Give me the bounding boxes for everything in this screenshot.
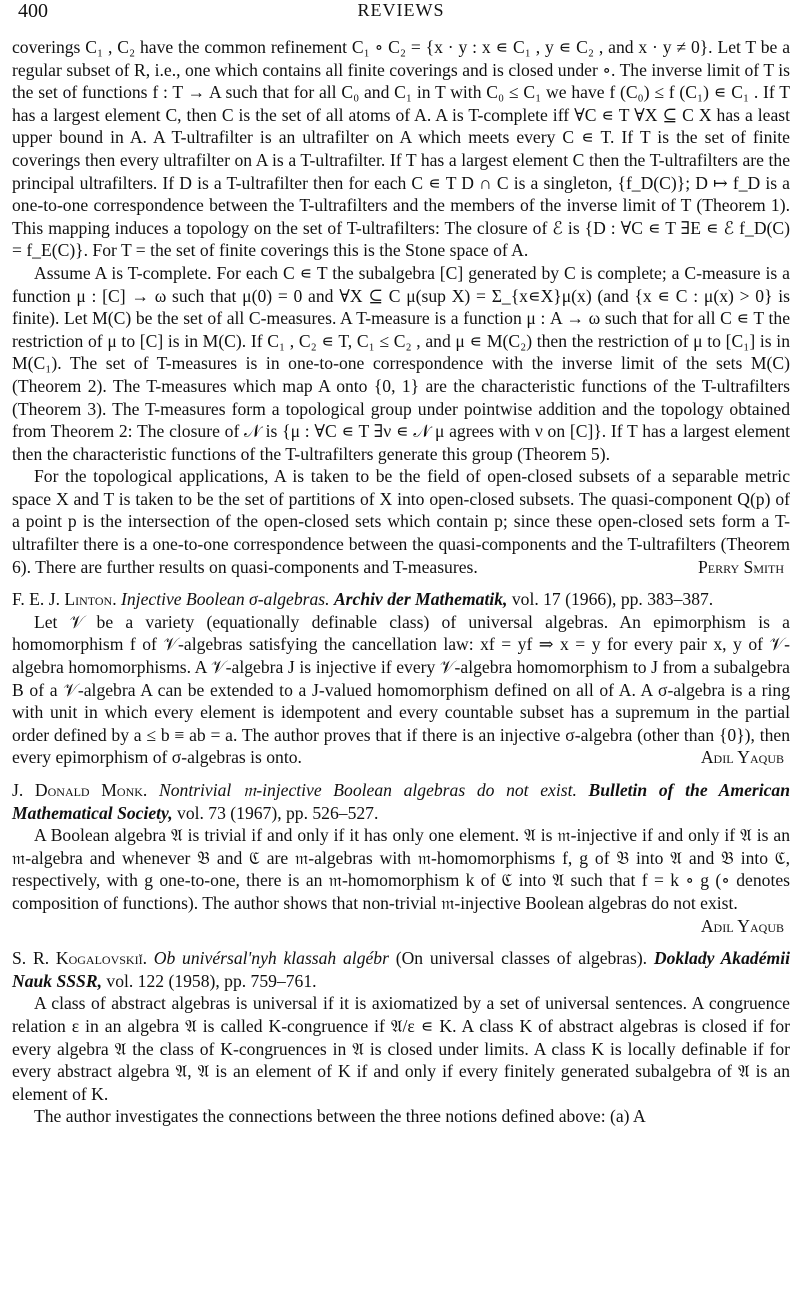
paragraph-text: For the topological applications, A is taken to be the field of open-closed subsets of a separable metric space X and T is taken to be the set of partitions of X into open-closed subsets. The quasi-component Q(p) of a point p is the intersection of the open-closed sets which contain p; since these open-closed sets form a T-ultrafilter there is a one-to-one correspondence between the quasi-components and the T-ultrafilters (Theorem 6). There are further results on quasi-components and T-measures. [12,466,790,577]
reviewer-name: Adil Yaqub [700,747,784,768]
citation-title: Ob univérsal'nyh klassah algébr [153,948,389,969]
citation-title: Nontrivial 𝔪-injective Boolean algebras do not exist. [158,780,577,800]
paragraph-text: Let 𝒱 be a variety (equationally definable class) of universal algebras. An epimorphism is a homomorphism f of 𝒱-algebras satisfying the cancellation law: xf = yf ⇒ x = y for every pair x, y of 𝒱-algebra homomorphisms. A 𝒱-algebra J is injective if every 𝒱-algebra homomorphism to J from a subalgebra B of a 𝒱-algebra A can be extended to a J-valued homomorphism defined on all of A. A σ-algebra is a ring with unit in which every element is idempotent and every countable subset has a supremum in the partial order defined by a ≤ b ≡ ab = a. The author proves that if there is an injective σ-algebra (other than {0}), then every epimorphism of σ-algebras is onto. [12,611,790,768]
review-continued [12,36,790,578]
paragraph: coverings C₁ , C₂ have the common refinement C₁ ∘ C₂ = {x · y : x ∊ C₁ , y ∊ C₂ , and x · y ≠ 0}. Let T be a regular subset of R, i.e., one which contains all finite coverings and is closed under ∘. The inverse limit of T is the set of functions f : T → A such that for all C₀ and C₁ in T with C₀ ≤ C₁ we have f (C₀) ≤ f (C₁) ∊ C₁ . If T has a largest element C, then C is the set of all atoms of A. A is T-complete iff ∀C ∊ T ∀X ⊆ C X has a least upper bound in A. A T-ultrafilter is an ultrafilter on A which meets every C ∊ T. If T is the set of finite coverings then every ultrafilter on A is a T-ultrafilter. If T has a largest element C then the T-ultrafilters are the principal ultrafilters. If D is a T-ultrafilter then for each C ∊ T D ∩ C is a singleton, {f_D(C)}; D ↦ f_D is a one-to-one correspondence between the T-ultrafilters and the members of the inverse limit of T (Theorem 1). This mapping induces a topology on the set of T-ultrafilters: The closure of ℰ is {D : ∀C ∊ T ∃E ∊ ℰ f_D(C) = f_E(C)}. For T = the set of finite coverings this is the Stone space of A. [12,37,790,261]
citation-translation: (On universal classes of algebras). [395,948,648,969]
citation-journal: Archiv der Mathematik, [333,589,508,610]
citation-details: vol. 122 (1958), pp. 759–761. [106,970,317,991]
review-entry [12,947,790,1128]
citation-details: vol. 17 (1966), pp. 383–387. [511,589,714,610]
citation-author: S. R. Kogalovskiĭ. [12,948,147,969]
running-title: REVIEWS [357,0,445,20]
review-entry [12,588,790,769]
citation [12,779,790,824]
citation [12,588,790,611]
paragraph [12,465,790,578]
reviewer-name: Adil Yaqub [700,915,784,936]
review-body [12,824,790,936]
paragraph-text: A Boolean algebra 𝔄 is trivial if and only if it has only one element. 𝔄 is 𝔪-injective if and only if 𝔄 is an 𝔪-algebra and whenever 𝔅 and ℭ are 𝔪-algebras with 𝔪-homomorphisms f, g of 𝔅 into 𝔄 and 𝔅 into ℭ, respectively, with g one-to-one, there is an 𝔪-homomorphism k of ℭ into 𝔄 such that f = k ∘ g (∘ denotes composition of functions). The author shows that non-trivial 𝔪-injective Boolean algebras do not exist. [12,825,790,913]
paragraph: Assume A is T-complete. For each C ∊ T the subalgebra [C] generated by C is complete; a C-measure is a function μ : [C] → ω such that μ(0) = 0 and ∀X ⊆ C μ(sup X) = Σ_{x∊X}μ(x) (and {x ∊ C : μ(x) > 0} is finite). Let M(C) be the set of all C-measures. A T-measure is a function μ : A → ω such that for all C ∊ T the restriction of μ to [C] is in M(C). If C₁ , C₂ ∊ T, C₁ ≤ C₂ , and μ ∊ M(C₂) then the restriction of μ to [C₁] is in M(C₁). The set of T-measures is in one-to-one correspondence with the inverse limit of the sets M(C) (Theorem 2). The T-measures which map A onto {0, 1} are the characteristic functions of the T-ultrafilters (Theorem 3). The T-measures form a topological group under pointwise addition and the topology obtained from Theorem 2: The closure of 𝒩 is {μ : ∀C ∊ T ∃ν ∊ 𝒩 μ agrees with ν on [C]}. If T has a largest element then the characteristic functions of the T-ultrafilters generate this group (Theorem 5). [12,262,790,464]
citation-author: F. E. J. Linton. [12,589,117,610]
citation [12,947,790,992]
page-header [12,0,790,36]
citation-journal: Doklady Akadémii Nauk SSSR, [12,948,790,991]
reviewer-name: Perry Smith [698,556,784,577]
page-number: 400 [18,0,48,22]
reviews-body [12,36,790,1128]
citation-author: J. Donald Monk. [12,780,148,800]
review-body [12,611,790,769]
citation-title: Injective Boolean σ-algebras. [121,589,330,610]
citation-journal: Bulletin of the American Mathematical Society, [12,780,791,823]
citation-details: vol. 73 (1967), pp. 526–527. [177,802,379,823]
review-body: The author investigates the connections between the three notions defined above: (a) A [34,1106,646,1127]
review-entry [12,779,790,937]
review-body: A class of abstract algebras is universal if it is axiomatized by a set of universal sentences. A congruence relation ε in an algebra 𝔄 is called K-congruence if 𝔄/ε ∊ K. A class K of abstract algebras is closed if for every algebra 𝔄 the class of K-congruences in 𝔄 is closed under limits. A class K is locally definable if for every abstract algebra 𝔄, 𝔄 is an element of K if and only if every finitely generated subalgebra of 𝔄 is an element of K. [12,993,790,1104]
